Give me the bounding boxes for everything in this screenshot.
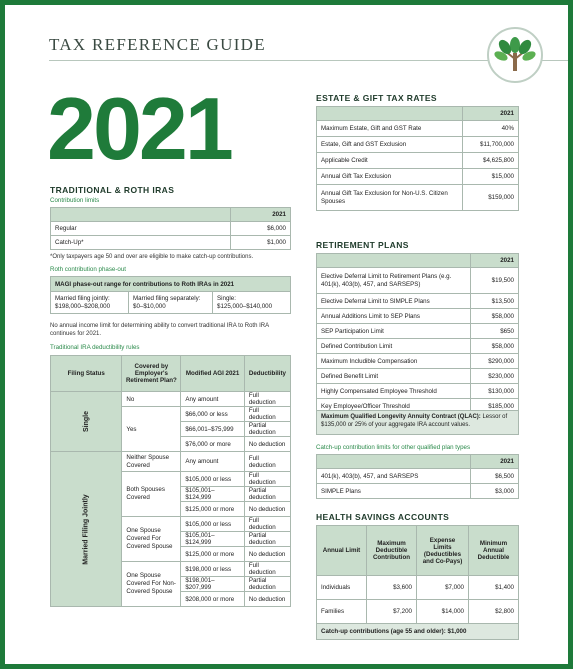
magi-title: MAGI phase-out range for contributions to Roth IRAs in 2021: [51, 277, 291, 292]
row-value: $4,625,800: [463, 153, 519, 169]
row-label: Regular: [51, 222, 231, 236]
deduct-cell: No deduction: [244, 502, 290, 517]
qlac-text: Lessor of $135,000 or 25% of your aggregate IRA account values.: [321, 414, 508, 428]
col-max-contribution: Maximum Deductible Contribution: [367, 526, 417, 576]
estate-table: [316, 106, 519, 211]
contrib-limits-table: [50, 207, 291, 250]
deduct-cell: Partial deduction: [244, 577, 290, 592]
catchup-table: [316, 454, 519, 499]
table-row: [317, 153, 519, 169]
row-label: Elective Deferral Limit to Retirement Plans (e.g. 401(k), 403(b), 457, and SARSEPS): [317, 268, 471, 294]
table-row: [317, 169, 519, 185]
table-row: [317, 576, 519, 600]
tree-icon: [487, 27, 543, 83]
deduct-cell: No deduction: [244, 592, 290, 607]
col-covered: Covered by Employer's Retirement Plan?: [122, 356, 181, 392]
single-label: Single: [51, 392, 122, 452]
table-row: [317, 339, 519, 354]
row-value: $130,000: [471, 384, 519, 399]
row-value: $6,000: [231, 222, 291, 236]
table-row: [51, 452, 291, 472]
table-row: [51, 222, 291, 236]
row-value: $290,000: [471, 354, 519, 369]
row-label: Individuals: [317, 576, 367, 600]
magi-cell: $105,001–$124,999: [181, 532, 245, 547]
row-label: Maximum Estate, Gift and GST Rate: [317, 121, 463, 137]
row-value: $11,700,000: [463, 137, 519, 153]
magi-cell: $208,000 or more: [181, 592, 245, 607]
magi-range: $125,000–$140,000: [217, 302, 273, 310]
retirement-table: [316, 253, 519, 414]
table-row: [317, 268, 519, 294]
table-row: [317, 369, 519, 384]
covered-cell: Yes: [122, 407, 181, 452]
deduct-cell: Partial deduction: [244, 532, 290, 547]
magi-label: Married filing jointly:: [55, 294, 110, 302]
row-value: 40%: [463, 121, 519, 137]
row-value: $7,000: [417, 576, 469, 600]
catchup-footnote: *Only taxpayers age 50 and over are eligible to make catch-up contributions.: [50, 254, 254, 260]
magi-table: [50, 276, 291, 314]
magi-cell: $105,001–$124,999: [181, 487, 245, 502]
deduct-cell: Full deduction: [244, 562, 290, 577]
deduct-cell: Full deduction: [244, 517, 290, 532]
deduct-cell: Full deduction: [244, 452, 290, 472]
row-value: $185,000: [471, 399, 519, 414]
magi-range: $0–$10,000: [133, 302, 166, 310]
deduct-cell: Partial deduction: [244, 487, 290, 502]
col-expense-limits: Expense Limits (Deductibles and Co-Pays): [417, 526, 469, 576]
roth-phaseout-sub: Roth contribution phase-out: [50, 266, 127, 273]
deduct-cell: Full deduction: [244, 407, 290, 422]
row-value: $650: [471, 324, 519, 339]
mfj-label: Married Filing Jointly: [51, 452, 122, 607]
magi-cell: Any amount: [181, 452, 245, 472]
catchup-other-sub: Catch-up contribution limits for other qualified plan types: [316, 444, 471, 451]
contrib-limits-sub: Contribution limits: [50, 197, 100, 204]
col-magi: Modified AGI 2021: [181, 356, 245, 392]
deductibility-table: [50, 355, 291, 607]
row-label: 401(k), 403(b), 457, and SARSEPS: [317, 469, 471, 484]
deduct-cell: No deduction: [244, 437, 290, 452]
row-label: Applicable Credit: [317, 153, 463, 169]
deduct-cell: Full deduction: [244, 472, 290, 487]
row-value: $19,500: [471, 268, 519, 294]
col-deductibility: Deductibility: [244, 356, 290, 392]
row-label: Annual Gift Tax Exclusion for Non-U.S. Citizen Spouses: [317, 185, 463, 211]
row-value: $3,000: [471, 484, 519, 499]
estate-title: ESTATE & GIFT TAX RATES: [316, 93, 437, 103]
magi-cell: $198,001–$207,999: [181, 577, 245, 592]
covered-cell: No: [122, 392, 181, 407]
col-year: 2021: [463, 107, 519, 121]
col-year: 2021: [471, 455, 519, 469]
magi-cell: $105,000 or less: [181, 472, 245, 487]
col-filing-status: Filing Status: [51, 356, 122, 392]
row-label: SEP Participation Limit: [317, 324, 471, 339]
row-label: Defined Contribution Limit: [317, 339, 471, 354]
row-value: $13,500: [471, 294, 519, 309]
no-limit-note: No annual income limit for determining ability to convert traditional IRA to Roth IRA continues for 2021.: [50, 323, 269, 337]
table-row: [317, 294, 519, 309]
row-label: SIMPLE Plans: [317, 484, 471, 499]
col-year: 2021: [471, 254, 519, 268]
col-year: 2021: [231, 208, 291, 222]
magi-cell: Any amount: [181, 392, 245, 407]
table-row: [51, 392, 291, 407]
magi-label: Married filing separately:: [133, 294, 201, 302]
row-label: Estate, Gift and GST Exclusion: [317, 137, 463, 153]
row-value: $230,000: [471, 369, 519, 384]
row-value: $3,600: [367, 576, 417, 600]
magi-cell: $105,000 or less: [181, 517, 245, 532]
magi-label: Single:: [217, 294, 236, 302]
covered-cell: Both Spouses Covered: [122, 472, 181, 517]
year-heading: 2021: [47, 79, 231, 178]
magi-cell: $66,000 or less: [181, 407, 245, 422]
row-label: Annual Gift Tax Exclusion: [317, 169, 463, 185]
table-row: [51, 236, 291, 250]
table-row: [317, 137, 519, 153]
table-row: [317, 121, 519, 137]
row-label: Catch-Up*: [51, 236, 231, 250]
row-value: $14,000: [417, 600, 469, 624]
table-row: [317, 484, 519, 499]
row-label: Highly Compensated Employee Threshold: [317, 384, 471, 399]
table-row: [317, 185, 519, 211]
table-row: [317, 600, 519, 624]
covered-cell: One Spouse Covered For Covered Spouse: [122, 517, 181, 562]
magi-cell: $125,000 or more: [181, 547, 245, 562]
col-annual-limit: Annual Limit: [317, 526, 367, 576]
row-value: $15,000: [463, 169, 519, 185]
magi-cell: $125,000 or more: [181, 502, 245, 517]
deduct-cell: No deduction: [244, 547, 290, 562]
row-value: $58,000: [471, 309, 519, 324]
hsa-catchup-footer: Catch-up contributions (age 55 and older): $1,000: [317, 624, 519, 640]
deductibility-sub: Traditional IRA deductibility rules: [50, 344, 140, 351]
deduct-cell: Partial deduction: [244, 422, 290, 437]
row-value: $159,000: [463, 185, 519, 211]
magi-cell: $198,000 or less: [181, 562, 245, 577]
trad-roth-title: TRADITIONAL & ROTH IRAS: [50, 185, 175, 195]
row-label: Defined Benefit Limit: [317, 369, 471, 384]
table-row: [317, 469, 519, 484]
magi-cell: $76,000 or more: [181, 437, 245, 452]
deduct-cell: Full deduction: [244, 392, 290, 407]
covered-cell: Neither Spouse Covered: [122, 452, 181, 472]
row-value: $1,400: [469, 576, 519, 600]
table-row: [317, 309, 519, 324]
qlac-bold: Maximum Qualified Longevity Annuity Contract (QLAC):: [321, 414, 481, 420]
retirement-title: RETIREMENT PLANS: [316, 240, 409, 250]
hsa-title: HEALTH SAVINGS ACCOUNTS: [316, 512, 450, 522]
page: [5, 5, 568, 664]
row-label: Maximum Includible Compensation: [317, 354, 471, 369]
row-value: $6,500: [471, 469, 519, 484]
row-value: $1,000: [231, 236, 291, 250]
table-row: [317, 354, 519, 369]
row-label: Annual Additions Limit to SEP Plans: [317, 309, 471, 324]
row-value: $2,800: [469, 600, 519, 624]
row-value: $58,000: [471, 339, 519, 354]
hsa-table: [316, 525, 519, 640]
col-min-deductible: Minimum Annual Deductible: [469, 526, 519, 576]
qlac-note: [316, 410, 519, 435]
magi-cell: $66,001–$75,999: [181, 422, 245, 437]
row-value: $7,200: [367, 600, 417, 624]
table-row: [317, 324, 519, 339]
row-label: Key Employee/Officer Threshold: [317, 399, 471, 414]
magi-range: $198,000–$208,000: [55, 302, 111, 310]
row-label: Elective Deferral Limit to SIMPLE Plans: [317, 294, 471, 309]
row-label: Families: [317, 600, 367, 624]
guide-title: TAX REFERENCE GUIDE: [49, 35, 266, 54]
table-row: [317, 384, 519, 399]
covered-cell: One Spouse Covered For Non-Covered Spouse: [122, 562, 181, 607]
